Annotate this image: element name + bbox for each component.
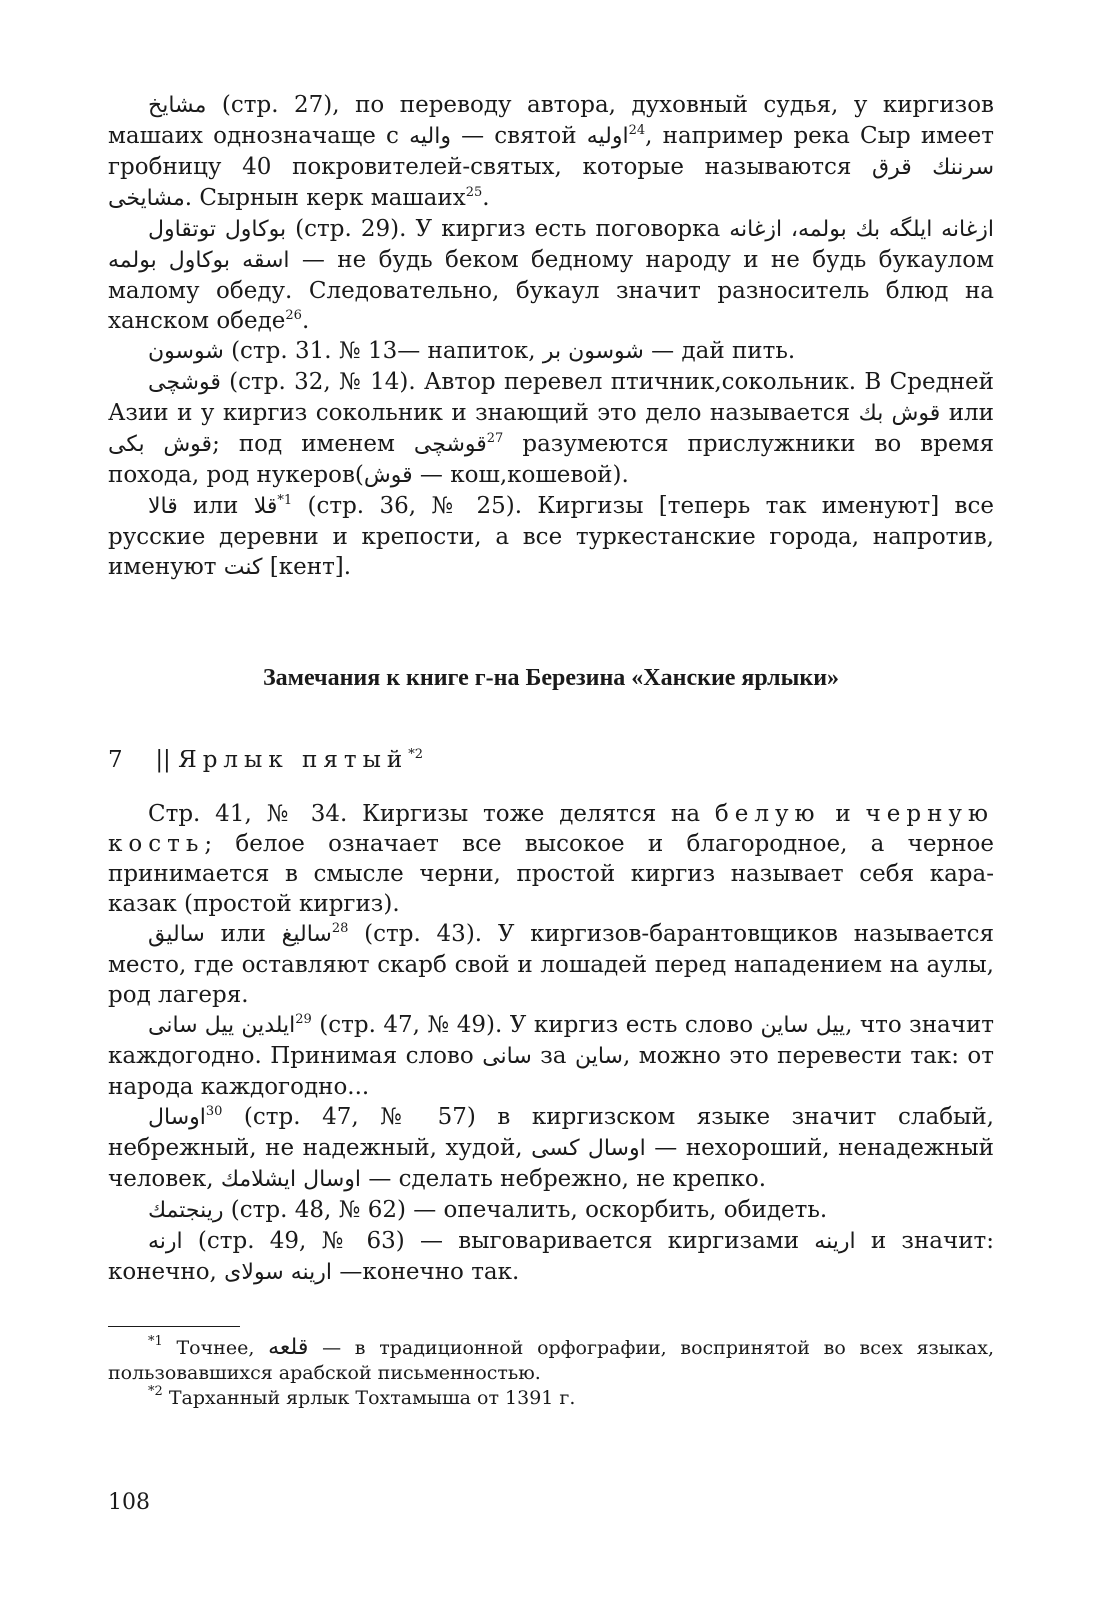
text-run: — нехороший, ненадежный человек, bbox=[108, 1135, 994, 1192]
arabic-term: كنت bbox=[223, 555, 263, 580]
section-heading: Замечания к книге г-на Березина «Ханские ярлыки» bbox=[262, 665, 840, 691]
page-number: 108 bbox=[108, 1490, 150, 1515]
arabic-term: سرننك قرق مشايخى bbox=[108, 155, 995, 211]
arabic-term: ارنه bbox=[148, 1229, 183, 1254]
arabic-term: شوسون bbox=[148, 339, 224, 364]
arabic-term: ارينه سولاى bbox=[224, 1260, 333, 1285]
text-run: — сделать небрежно, не крепко. bbox=[361, 1166, 767, 1192]
arabic-term: قوش بكى bbox=[108, 432, 213, 457]
arabic-term: شوسون بر bbox=[542, 339, 644, 364]
arabic-term: ييل ساين bbox=[760, 1013, 846, 1038]
text-run: разумеются прислужники во время похода, род нукеров( bbox=[108, 431, 994, 488]
paragraph bbox=[108, 90, 994, 214]
text-run: (стр. 36, № 25). Киргизы [теперь так именуют] все русские деревни и крепости, а все туркестанские города, напротив, именуют bbox=[108, 493, 994, 580]
text-run: (стр. 49, № 63) — выговаривается киргизами bbox=[182, 1228, 815, 1254]
text-run: (стр. 47, № 49). У киргиз есть слово bbox=[311, 1012, 761, 1038]
footnotes bbox=[108, 1335, 994, 1411]
text-run: за bbox=[531, 1043, 575, 1069]
page-body bbox=[108, 90, 994, 1411]
footnote-ref: 29 bbox=[295, 1012, 312, 1027]
paragraph bbox=[108, 491, 994, 583]
margin-page-number: 7 bbox=[108, 747, 123, 773]
arabic-term: ساليغ bbox=[281, 922, 332, 947]
text-run: и bbox=[820, 801, 866, 827]
paragraph bbox=[108, 1195, 994, 1226]
arabic-term: قلا bbox=[253, 494, 278, 519]
text-run: , можно это перевести так: от народа каждогодно... bbox=[108, 1043, 994, 1100]
text-run: (стр. 32, № 14). Автор перевел птичник,сокольник. В Средней Азии и у киргиз сокольник и знающий это дело называется bbox=[108, 369, 994, 426]
footnote-divider bbox=[108, 1326, 240, 1327]
text-run: , что значит каждогодно. Принимая слово bbox=[108, 1012, 994, 1069]
arabic-term: قوش بك bbox=[858, 401, 941, 426]
footnote-ref: 28 bbox=[331, 921, 349, 936]
text-run: или bbox=[177, 493, 254, 519]
arabic-term: اوليه bbox=[586, 124, 629, 149]
paragraph bbox=[108, 799, 994, 919]
text-run: (стр. 47, № 57) в киргизском языке значит слабый, небрежный, не надежный, худой, bbox=[108, 1104, 994, 1161]
text-run: или bbox=[204, 921, 282, 947]
text-run: (стр. 48, № 62) — опечалить, оскорбить, обидеть. bbox=[223, 1197, 828, 1223]
text-run: . bbox=[301, 308, 310, 334]
arabic-term: قوش bbox=[363, 463, 413, 488]
arabic-term: اوسال كسى bbox=[531, 1136, 646, 1161]
paragraph bbox=[108, 336, 994, 367]
arabic-term: ساين bbox=[574, 1044, 623, 1069]
text-run: (стр. 43). У киргизов-барантовщиков называется место, где оставляют скарб свой и лошадей перед нападением на аулы, род лагеря. bbox=[108, 921, 994, 1008]
arabic-term: ساليق bbox=[148, 922, 205, 947]
text-run: (стр. 29). У киргиз есть поговорка bbox=[286, 216, 730, 242]
text-run: и значит: конечно, bbox=[108, 1228, 994, 1285]
paragraph bbox=[108, 1226, 994, 1288]
text-run: Тарханный ярлык Тохтамыша от 1391 г. bbox=[162, 1387, 576, 1409]
spaced-emphasis: черную кость bbox=[108, 801, 994, 857]
arabic-term: قوشچى bbox=[413, 432, 487, 457]
text-run: ; белое означает все высокое и благородное, а черное принимается в смысле черни, простой киргиз называет себя кара-казак (простой киргиз). bbox=[108, 831, 994, 917]
subheading-title: Ярлык пятый bbox=[178, 747, 409, 773]
arabic-term: سانى bbox=[482, 1044, 532, 1069]
subheading-footnote-ref: *2 bbox=[408, 747, 424, 762]
text-run: (стр. 27), по переводу автора, духовный судья, у киргизов машаих однозначаще с bbox=[108, 92, 994, 149]
arabic-term: قالا bbox=[148, 494, 178, 519]
text-run: — кош,кошевой). bbox=[412, 462, 629, 488]
arabic-term: اوسال bbox=[148, 1105, 206, 1130]
arabic-term: قوشچى bbox=[148, 370, 221, 395]
text-run: (стр. 31. № 13— напиток, bbox=[223, 338, 543, 364]
footnote-ref: 30 bbox=[205, 1104, 223, 1119]
paragraph bbox=[108, 919, 994, 1010]
footnote-ref: *2 bbox=[148, 1384, 163, 1399]
top-paragraphs bbox=[108, 90, 994, 583]
footnote-ref: *1 bbox=[148, 1334, 163, 1349]
text-run: — не будь беком бедному народу и не будь букаулом малому обеду. Следовательно, букаул значит разноситель блюд на ханском обеде bbox=[108, 247, 994, 334]
text-run: . bbox=[482, 185, 490, 211]
arabic-term: ارينه bbox=[814, 1229, 856, 1254]
text-run: ; под именем bbox=[212, 431, 414, 457]
text-run: [кент]. bbox=[262, 554, 352, 580]
arabic-term: ايلدين ييل سانى bbox=[148, 1013, 296, 1038]
text-run: — дай пить. bbox=[643, 338, 796, 364]
text-run: —конечно так. bbox=[332, 1259, 520, 1285]
arabic-term: اوسال ايشلامك bbox=[220, 1167, 362, 1192]
arabic-term: مشايخ bbox=[148, 93, 207, 118]
footnote-ref: *1 bbox=[277, 493, 293, 508]
text-run: — святой bbox=[450, 123, 587, 149]
footnote-ref: 26 bbox=[285, 308, 302, 323]
text-run: , например река Сыр имеет гробницу 40 покровителей-святых, которые называются bbox=[108, 123, 994, 180]
text-run: или bbox=[940, 400, 994, 426]
footnote-ref: 24 bbox=[628, 123, 646, 138]
text-run: Точнее, bbox=[162, 1337, 269, 1359]
text-run: . Сырнын керк машаих bbox=[184, 185, 466, 211]
text-run: Стр. 41, № 34. Киргизы тоже делятся на bbox=[148, 801, 715, 827]
text-run: — в традиционной орфографии, воспринятой во всех языках, пользовавшихся арабской письменностью. bbox=[108, 1337, 994, 1384]
paragraph bbox=[108, 1102, 994, 1195]
footnote bbox=[108, 1386, 994, 1411]
spaced-emphasis: белую bbox=[714, 801, 821, 827]
footnote-ref: 27 bbox=[486, 431, 504, 446]
arabic-term: بوكاول توتقاول bbox=[148, 217, 287, 242]
subheading-mark: || bbox=[155, 747, 171, 773]
paragraph bbox=[108, 1010, 994, 1102]
footnote bbox=[108, 1335, 994, 1386]
footnote-ref: 25 bbox=[465, 185, 483, 200]
subheading bbox=[108, 745, 994, 775]
bottom-paragraphs bbox=[108, 799, 994, 1288]
arabic-term: واليه bbox=[409, 124, 451, 149]
paragraph bbox=[108, 214, 994, 336]
arabic-term: ازغانه ايلگه بك بولمه، ازغانه اسقه بوكاول بولمه bbox=[108, 217, 994, 273]
arabic-term: قلعه bbox=[268, 1335, 309, 1360]
arabic-term: رينجتمك bbox=[148, 1198, 224, 1223]
paragraph bbox=[108, 367, 994, 491]
